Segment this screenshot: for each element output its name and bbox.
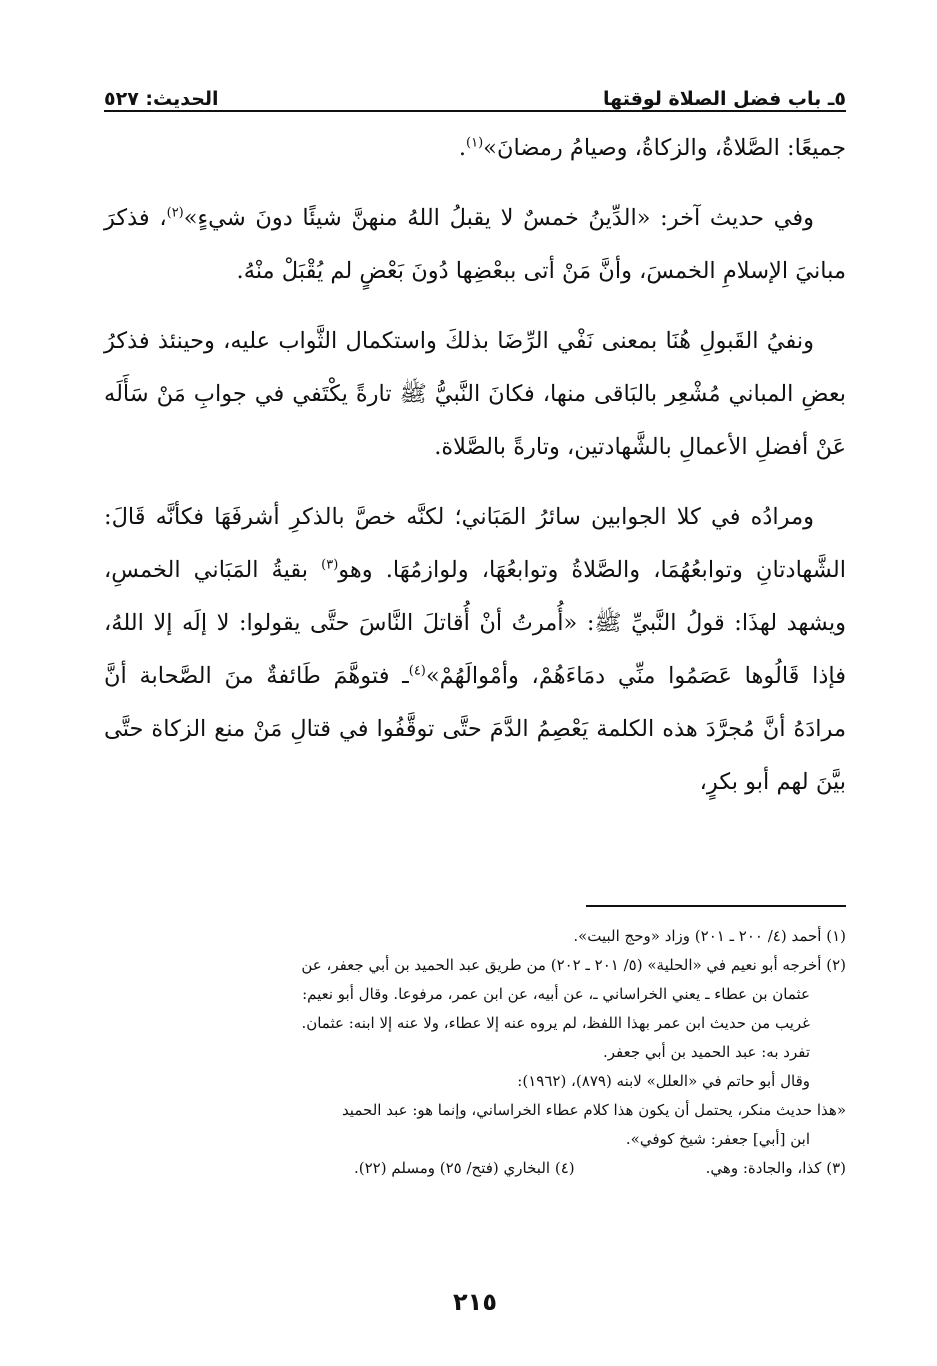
footnote-ref-3: (٣) xyxy=(321,557,339,573)
header-divider xyxy=(104,110,846,112)
footnote-divider xyxy=(586,905,846,907)
chapter-title: ٥ـ باب فضل الصلاة لوقتها xyxy=(603,88,846,110)
page-number: ٢١٥ xyxy=(453,1288,497,1316)
running-header xyxy=(104,70,846,110)
paragraph-2: وفي حديث آخر: «الدِّينُ خمسٌ لا يقبلُ اللهُ منهنَّ شيئًا دونَ شيءٍ»$^{(٢)}$، فذكرَ مبانيَ الإسلامِ الخمسَ، وأنَّ مَنْ أتى ببعْضِها دُونَ بَعْضٍ لم يُقْبَلْ منْهُ. xyxy=(104,205,846,284)
footnote-2-line: غريب من حديث ابن عمر بهذا اللفظ، لم يروه عنه إلا عطاء، ولا عنه إلا ابنه: عثمان. xyxy=(301,1014,810,1032)
footnote-ref-4: (٤) xyxy=(408,663,426,679)
paragraph-1: جميعًا: الصَّلاةُ، والزكاةُ، وصيامُ رمضانَ»$^{(١)}$. xyxy=(458,135,846,161)
main-text xyxy=(104,122,846,826)
footnote-ref-1: (١) xyxy=(466,135,484,151)
footnote-2-line: عثمان بن عطاء ـ يعني الخراساني ـ، عن أبيه، عن ابن عمر، مرفوعا. وقال أبو نعيم: xyxy=(302,985,810,1003)
paragraph-3: ونفيُ القَبولِ هُنَا بمعنى نَفْي الرِّضَا بذلكَ واستكمال الثَّواب عليه، وحينئذ فذكرُ بعضِ المباني مُشْعِر بالبَاقى منها، فكانَ النَّبيُّ ﷺ تارةً يكْتَفي في جوابِ مَنْ سَأَلَه عَنْ أفضلِ الأعمالِ بالشَّهادتين، وتارةً بالصَّلاة. xyxy=(104,328,846,460)
footnote-2: (٢) أخرجه أبو نعيم في «الحلية» (٥/ ٢٠١ ـ ٢٠٢) من طريق عبد الحميد بن أبي جعفر، عن xyxy=(301,956,846,974)
footnote-row-3-4 xyxy=(104,1154,846,1183)
footnote-4: (٤) البخاري (فتح/ ٢٥) ومسلم (٢٢). xyxy=(354,1159,575,1177)
footnote-3: (٣) كذا، والجادة: وهي. xyxy=(705,1159,846,1177)
hadith-number: الحديث: ٥٢٧ xyxy=(104,88,219,110)
footnote-ref-2: (٢) xyxy=(166,205,184,221)
paragraph-4: ومرادُه في كلا الجوابين سائرُ المَبَاني؛ لكنَّه خصَّ بالذكرِ أشرفَهَا فكأنَّه قَالَ: الشَّهادتانِ وتوابعُهُمَا، والصَّلاةُ وتوابعُهَا، ولوازمُهَا. وهو$^{(٣)}$ بقيةُ المَبَاني الخمسِ، ويشهد لهذَا: قولُ النَّبيِّ ﷺ: «أُمرتُ أنْ أُقاتلَ النَّاسَ حتَّى يقولوا: لا إلَه إلا اللهُ، فإذا قَالُوها عَصَمُوا منِّي دمَاءَهُمْ، وأمْوالَهُمْ»$^{(٤)}$ـ فتوهَّمَ طَائفةٌ منَ الصَّحابة أنَّ مرادَهُ أنَّ مُجرَّدَ هذه الكلمة يَعْصِمُ الدَّمَ حتَّى توقَّفُوا في قتالِ مَنْ منع الزكاة حتَّى بيَّنَ لهم أبو بكرٍ، xyxy=(104,504,846,795)
footnotes xyxy=(104,922,846,1183)
footnote-2-line: تفرد به: عبد الحميد بن أبي جعفر. xyxy=(602,1043,810,1061)
footnote-1: (١) أحمد (٤/ ٢٠٠ ـ ٢٠١) وزاد «وحج البيت». xyxy=(573,927,846,945)
footnote-2-line: «هذا حديث منكر، يحتمل أن يكون هذا كلام عطاء الخراساني، وإنما هو: عبد الحميد xyxy=(341,1101,846,1119)
footnote-2-line: ابن [أبي] جعفر: شيخ كوفي». xyxy=(625,1130,810,1148)
footnote-2-line: وقال أبو حاتم في «العلل» لابنه (٨٧٩)، (١٩٦٢): xyxy=(517,1072,810,1090)
